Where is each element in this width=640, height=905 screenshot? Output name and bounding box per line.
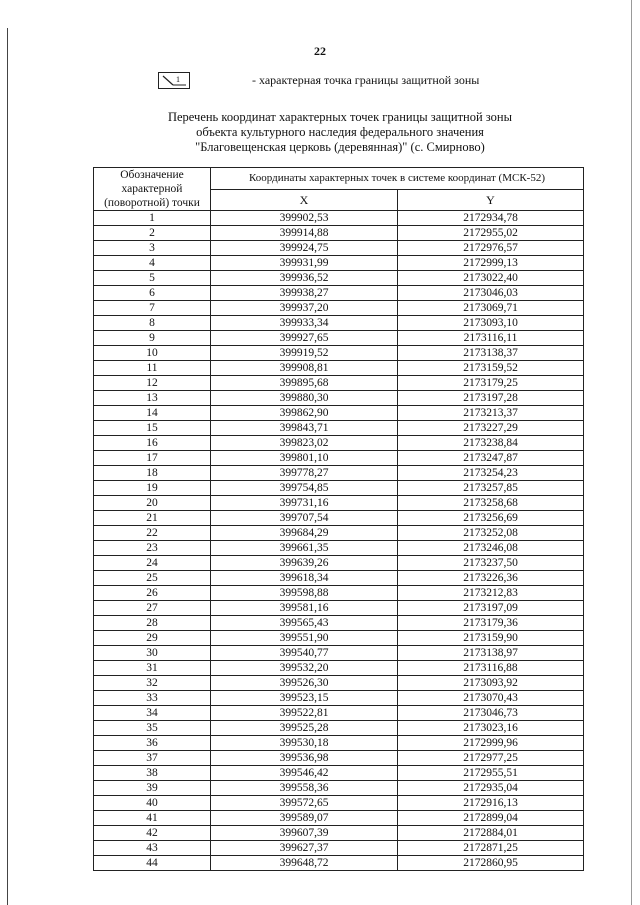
point-number-cell: 21 <box>94 511 211 526</box>
x-coordinate-cell: 399551,90 <box>211 631 398 646</box>
point-number-cell: 40 <box>94 796 211 811</box>
table-row <box>94 601 584 616</box>
point-number-cell: 16 <box>94 436 211 451</box>
table-row <box>94 661 584 676</box>
y-coordinate-cell: 2173237,50 <box>398 556 584 571</box>
x-coordinate-cell: 399707,54 <box>211 511 398 526</box>
x-coordinate-cell: 399902,53 <box>211 211 398 226</box>
y-coordinate-cell: 2173093,10 <box>398 316 584 331</box>
x-coordinate-cell: 399661,35 <box>211 541 398 556</box>
x-coordinate-cell: 399648,72 <box>211 856 398 871</box>
point-number-cell: 10 <box>94 346 211 361</box>
point-number-cell: 33 <box>94 691 211 706</box>
point-designation-header: Обозначение характерной (поворотной) точки <box>94 168 211 211</box>
table-row <box>94 316 584 331</box>
y-coordinate-cell: 2172916,13 <box>398 796 584 811</box>
point-number-cell: 4 <box>94 256 211 271</box>
legend <box>158 72 479 89</box>
table-row <box>94 841 584 856</box>
point-number-cell: 19 <box>94 481 211 496</box>
y-coordinate-cell: 2173179,36 <box>398 616 584 631</box>
x-coordinate-cell: 399546,42 <box>211 766 398 781</box>
table-row <box>94 301 584 316</box>
x-coordinate-cell: 399754,85 <box>211 481 398 496</box>
x-coordinate-cell: 399778,27 <box>211 466 398 481</box>
heading-line-3: "Благовещенская церковь (деревянная)" (с. Смирново) <box>195 140 485 154</box>
x-coordinate-cell: 399914,88 <box>211 226 398 241</box>
heading-line-2: объекта культурного наследия федерального значения <box>196 125 484 139</box>
y-coordinate-cell: 2173046,03 <box>398 286 584 301</box>
x-coordinate-cell: 399523,15 <box>211 691 398 706</box>
x-coordinate-cell: 399908,81 <box>211 361 398 376</box>
y-coordinate-cell: 2173257,85 <box>398 481 584 496</box>
y-coordinate-cell: 2173212,83 <box>398 586 584 601</box>
x-coordinate-cell: 399801,10 <box>211 451 398 466</box>
table-row <box>94 556 584 571</box>
y-coordinate-cell: 2173213,37 <box>398 406 584 421</box>
point-number-cell: 14 <box>94 406 211 421</box>
y-coordinate-cell: 2173022,40 <box>398 271 584 286</box>
point-number-cell: 39 <box>94 781 211 796</box>
y-coordinate-cell: 2173254,23 <box>398 466 584 481</box>
y-coordinate-cell: 2173227,29 <box>398 421 584 436</box>
point-number-cell: 30 <box>94 646 211 661</box>
y-coordinate-cell: 2172955,51 <box>398 766 584 781</box>
point-number-cell: 7 <box>94 301 211 316</box>
x-coordinate-cell: 399558,36 <box>211 781 398 796</box>
x-coordinate-cell: 399895,68 <box>211 376 398 391</box>
table-row <box>94 406 584 421</box>
y-coordinate-cell: 2173023,16 <box>398 721 584 736</box>
y-column-header: Y <box>398 189 584 211</box>
table-row <box>94 436 584 451</box>
boundary-point-marker-icon <box>159 73 189 88</box>
x-coordinate-cell: 399618,34 <box>211 571 398 586</box>
table-row <box>94 271 584 286</box>
point-number-cell: 1 <box>94 211 211 226</box>
table-row <box>94 571 584 586</box>
x-coordinate-cell: 399919,52 <box>211 346 398 361</box>
table-row <box>94 706 584 721</box>
x-coordinate-cell: 399936,52 <box>211 271 398 286</box>
table-row <box>94 241 584 256</box>
table-row <box>94 811 584 826</box>
scan-edge-left <box>7 28 8 905</box>
table-row <box>94 646 584 661</box>
y-coordinate-cell: 2173138,97 <box>398 646 584 661</box>
table-row <box>94 361 584 376</box>
table-row <box>94 766 584 781</box>
x-coordinate-cell: 399598,88 <box>211 586 398 601</box>
x-coordinate-cell: 399924,75 <box>211 241 398 256</box>
x-coordinate-cell: 399731,16 <box>211 496 398 511</box>
point-number-cell: 42 <box>94 826 211 841</box>
point-number-cell: 38 <box>94 766 211 781</box>
coordinates-system-header: Координаты характерных точек в системе координат (МСК-52) <box>211 168 584 190</box>
heading-line-1: Перечень координат характерных точек границы защитной зоны <box>167 110 513 124</box>
point-number-cell: 44 <box>94 856 211 871</box>
y-coordinate-cell: 2172977,25 <box>398 751 584 766</box>
table-row <box>94 826 584 841</box>
table-row <box>94 226 584 241</box>
y-coordinate-cell: 2173093,92 <box>398 676 584 691</box>
point-number-cell: 17 <box>94 451 211 466</box>
point-number-cell: 20 <box>94 496 211 511</box>
point-number-cell: 22 <box>94 526 211 541</box>
x-coordinate-cell: 399938,27 <box>211 286 398 301</box>
y-coordinate-cell: 2173226,36 <box>398 571 584 586</box>
table-row <box>94 736 584 751</box>
y-coordinate-cell: 2172999,13 <box>398 256 584 271</box>
table-row <box>94 466 584 481</box>
point-number-cell: 12 <box>94 376 211 391</box>
x-coordinate-cell: 399532,20 <box>211 661 398 676</box>
point-number-cell: 11 <box>94 361 211 376</box>
point-number-cell: 36 <box>94 736 211 751</box>
x-coordinate-cell: 399933,34 <box>211 316 398 331</box>
point-number-cell: 27 <box>94 601 211 616</box>
coordinates-table-body <box>94 211 584 871</box>
table-row <box>94 796 584 811</box>
legend-text: - характерная точка границы защитной зоны <box>252 73 480 87</box>
y-coordinate-cell: 2172935,04 <box>398 781 584 796</box>
y-coordinate-cell: 2173070,43 <box>398 691 584 706</box>
x-coordinate-cell: 399581,16 <box>211 601 398 616</box>
table-row <box>94 691 584 706</box>
y-coordinate-cell: 2172884,01 <box>398 826 584 841</box>
x-coordinate-cell: 399823,02 <box>211 436 398 451</box>
x-coordinate-cell: 399927,65 <box>211 331 398 346</box>
y-coordinate-cell: 2173116,11 <box>398 331 584 346</box>
table-row <box>94 391 584 406</box>
point-number-cell: 37 <box>94 751 211 766</box>
boundary-point-symbol-icon <box>158 72 190 89</box>
y-coordinate-cell: 2173197,28 <box>398 391 584 406</box>
x-coordinate-cell: 399526,30 <box>211 676 398 691</box>
y-coordinate-cell: 2173246,08 <box>398 541 584 556</box>
table-row <box>94 211 584 226</box>
legend-symbol-label: 1 <box>176 75 180 84</box>
y-coordinate-cell: 2173197,09 <box>398 601 584 616</box>
table-row <box>94 256 584 271</box>
point-number-cell: 18 <box>94 466 211 481</box>
y-coordinate-cell: 2173252,08 <box>398 526 584 541</box>
y-coordinate-cell: 2173258,68 <box>398 496 584 511</box>
x-coordinate-cell: 399931,99 <box>211 256 398 271</box>
x-coordinate-cell: 399639,26 <box>211 556 398 571</box>
point-number-cell: 23 <box>94 541 211 556</box>
table-row <box>94 616 584 631</box>
y-coordinate-cell: 2173069,71 <box>398 301 584 316</box>
y-coordinate-cell: 2173238,84 <box>398 436 584 451</box>
table-row <box>94 511 584 526</box>
point-number-cell: 28 <box>94 616 211 631</box>
x-coordinate-cell: 399572,65 <box>211 796 398 811</box>
point-number-cell: 5 <box>94 271 211 286</box>
point-number-cell: 25 <box>94 571 211 586</box>
y-coordinate-cell: 2173138,37 <box>398 346 584 361</box>
table-row <box>94 526 584 541</box>
point-number-cell: 34 <box>94 706 211 721</box>
point-number-cell: 32 <box>94 676 211 691</box>
point-number-cell: 8 <box>94 316 211 331</box>
y-coordinate-cell: 2172934,78 <box>398 211 584 226</box>
table-row <box>94 451 584 466</box>
point-number-cell: 9 <box>94 331 211 346</box>
x-coordinate-cell: 399843,71 <box>211 421 398 436</box>
table-row <box>94 676 584 691</box>
y-coordinate-cell: 2173247,87 <box>398 451 584 466</box>
y-coordinate-cell: 2172899,04 <box>398 811 584 826</box>
y-coordinate-cell: 2172955,02 <box>398 226 584 241</box>
table-row <box>94 856 584 871</box>
x-coordinate-cell: 399540,77 <box>211 646 398 661</box>
point-number-cell: 29 <box>94 631 211 646</box>
y-coordinate-cell: 2172871,25 <box>398 841 584 856</box>
x-coordinate-cell: 399565,43 <box>211 616 398 631</box>
point-number-cell: 41 <box>94 811 211 826</box>
table-row <box>94 781 584 796</box>
x-column-header: X <box>211 189 398 211</box>
x-coordinate-cell: 399937,20 <box>211 301 398 316</box>
point-number-cell: 43 <box>94 841 211 856</box>
point-number-cell: 3 <box>94 241 211 256</box>
table-row <box>94 751 584 766</box>
y-coordinate-cell: 2173046,73 <box>398 706 584 721</box>
coordinates-table <box>93 167 584 871</box>
x-coordinate-cell: 399607,39 <box>211 826 398 841</box>
page-number: 22 <box>314 44 326 58</box>
x-coordinate-cell: 399862,90 <box>211 406 398 421</box>
document-heading <box>0 110 640 155</box>
x-coordinate-cell: 399536,98 <box>211 751 398 766</box>
table-row <box>94 346 584 361</box>
point-number-cell: 31 <box>94 661 211 676</box>
y-coordinate-cell: 2173116,88 <box>398 661 584 676</box>
point-number-cell: 2 <box>94 226 211 241</box>
table-row <box>94 631 584 646</box>
point-number-cell: 35 <box>94 721 211 736</box>
x-coordinate-cell: 399627,37 <box>211 841 398 856</box>
table-row <box>94 721 584 736</box>
table-row <box>94 541 584 556</box>
point-number-cell: 24 <box>94 556 211 571</box>
table-row <box>94 586 584 601</box>
x-coordinate-cell: 399522,81 <box>211 706 398 721</box>
table-row <box>94 421 584 436</box>
point-number-cell: 6 <box>94 286 211 301</box>
point-number-cell: 26 <box>94 586 211 601</box>
x-coordinate-cell: 399525,28 <box>211 721 398 736</box>
table-row <box>94 496 584 511</box>
y-coordinate-cell: 2172976,57 <box>398 241 584 256</box>
y-coordinate-cell: 2172999,96 <box>398 736 584 751</box>
x-coordinate-cell: 399684,29 <box>211 526 398 541</box>
table-row <box>94 481 584 496</box>
y-coordinate-cell: 2173159,90 <box>398 631 584 646</box>
table-row <box>94 376 584 391</box>
x-coordinate-cell: 399530,18 <box>211 736 398 751</box>
point-number-cell: 13 <box>94 391 211 406</box>
x-coordinate-cell: 399589,07 <box>211 811 398 826</box>
y-coordinate-cell: 2173256,69 <box>398 511 584 526</box>
point-number-cell: 15 <box>94 421 211 436</box>
y-coordinate-cell: 2172860,95 <box>398 856 584 871</box>
y-coordinate-cell: 2173159,52 <box>398 361 584 376</box>
table-row <box>94 331 584 346</box>
table-row <box>94 286 584 301</box>
x-coordinate-cell: 399880,30 <box>211 391 398 406</box>
y-coordinate-cell: 2173179,25 <box>398 376 584 391</box>
